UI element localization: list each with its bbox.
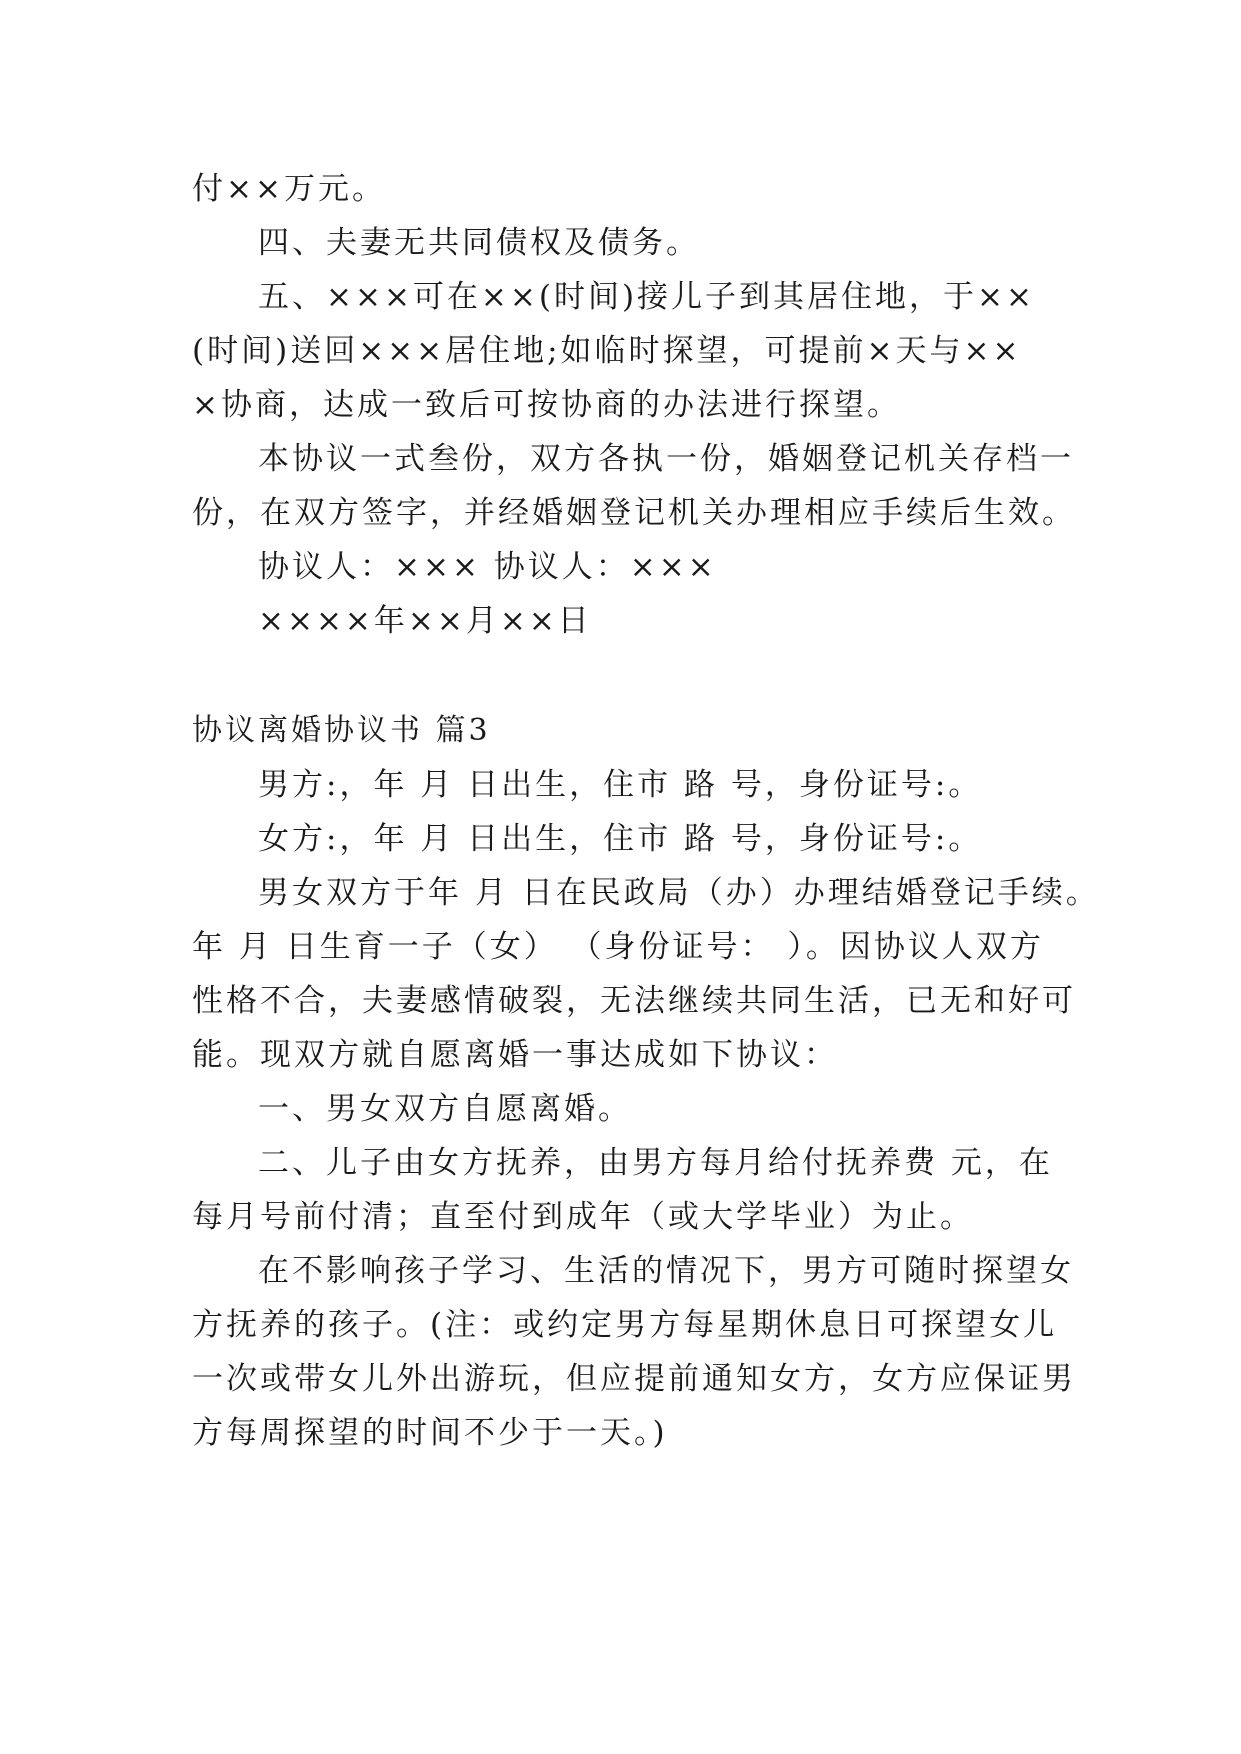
text-line: 男方:，年 月 日出生，住市 路 号，身份证号:。 <box>258 767 983 803</box>
text-line: 能。现双方就自愿离婚一事达成如下协议： <box>192 1037 838 1073</box>
document-page <box>192 162 1100 1460</box>
text-line: 一、男女双方自愿离婚。 <box>258 1091 632 1127</box>
text-line: 一次或带女儿外出游玩，但应提前通知女方，女方应保证男 <box>192 1361 1076 1397</box>
text-line: 每月号前付清；直至付到成年（或大学毕业）为止。 <box>192 1199 974 1235</box>
text-line: 在不影响孩子学习、生活的情况下，男方可随时探望女 <box>258 1253 1074 1289</box>
text-line: 女方:，年 月 日出生，住市 路 号，身份证号:。 <box>258 821 983 857</box>
text-line: 份，在双方签字，并经婚姻登记机关办理相应手续后生效。 <box>192 495 1076 531</box>
text-line: 协议人：××× 协议人：××× <box>258 549 717 585</box>
section-title: 协议离婚协议书 篇3 <box>192 713 491 748</box>
text-line: 年 月 日生育一子（女） （身份证号： ）。因协议人双方 <box>192 929 1044 965</box>
text-line: 五、×××可在××(时间)接儿子到其居住地，于×× <box>258 279 1036 315</box>
text-line: 二、儿子由女方抚养，由男方每月给付抚养费 元，在 <box>258 1145 1053 1181</box>
text-line: 方抚养的孩子。(注：或约定男方每星期休息日可探望女儿 <box>192 1307 1058 1343</box>
text-line: 付××万元。 <box>192 171 386 207</box>
text-line: ×协商，达成一致后可按协商的办法进行探望。 <box>192 387 901 423</box>
text-line: 本协议一式叁份，双方各执一份，婚姻登记机关存档一 <box>258 441 1074 477</box>
agreement-body-part2 <box>192 758 1100 1460</box>
text-line: (时间)送回×××居住地;如临时探望，可提前×天与×× <box>192 333 1022 369</box>
text-line: 性格不合，夫妻感情破裂，无法继续共同生活，已无和好可 <box>192 983 1076 1019</box>
text-line: ××××年××月××日 <box>258 603 592 639</box>
text-line: 方每周探望的时间不少于一天。) <box>192 1415 668 1451</box>
text-line: 四、夫妻无共同债权及债务。 <box>258 225 700 261</box>
text-line: 男女双方于年 月 日在民政局（办）办理结婚登记手续。 <box>258 875 1100 911</box>
agreement-body-part1 <box>192 162 1076 648</box>
section-gap <box>192 648 1072 704</box>
